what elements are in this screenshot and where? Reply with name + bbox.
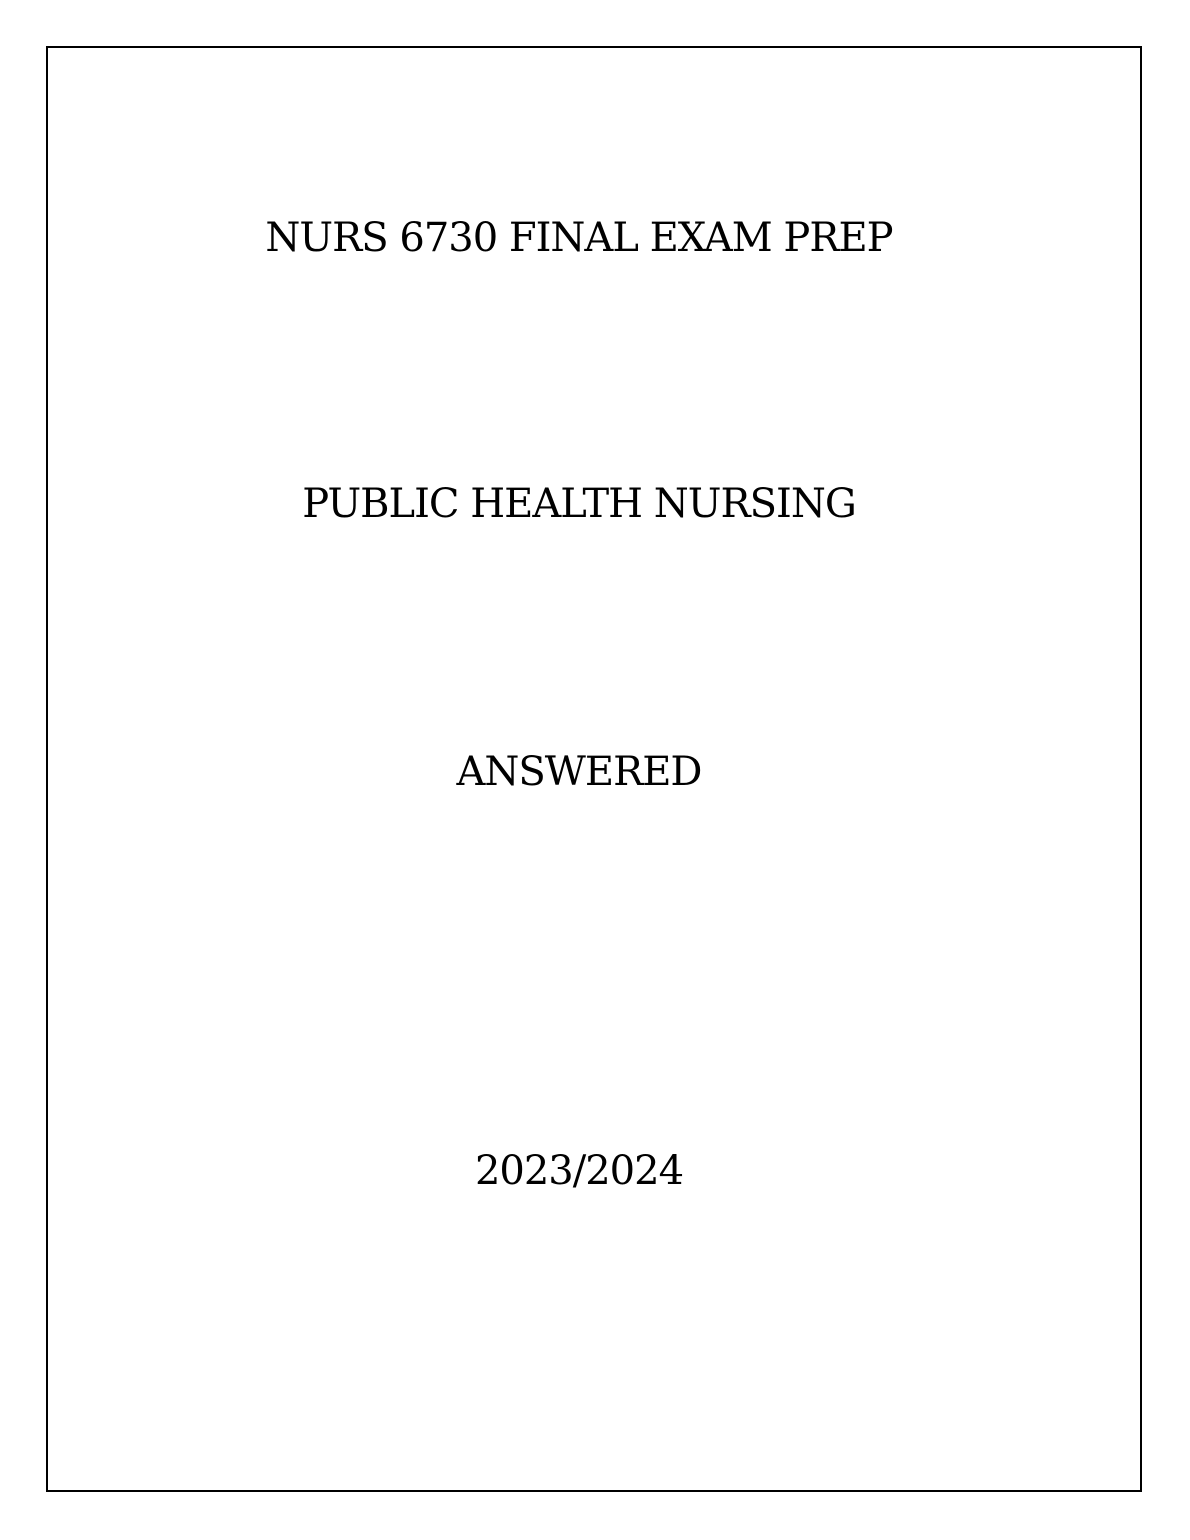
academic-year: 2023/2024 bbox=[474, 1148, 684, 1194]
status-label: ANSWERED bbox=[456, 749, 702, 795]
course-title: NURS 6730 FINAL EXAM PREP bbox=[265, 215, 893, 261]
subject-heading: PUBLIC HEALTH NURSING bbox=[302, 481, 856, 527]
